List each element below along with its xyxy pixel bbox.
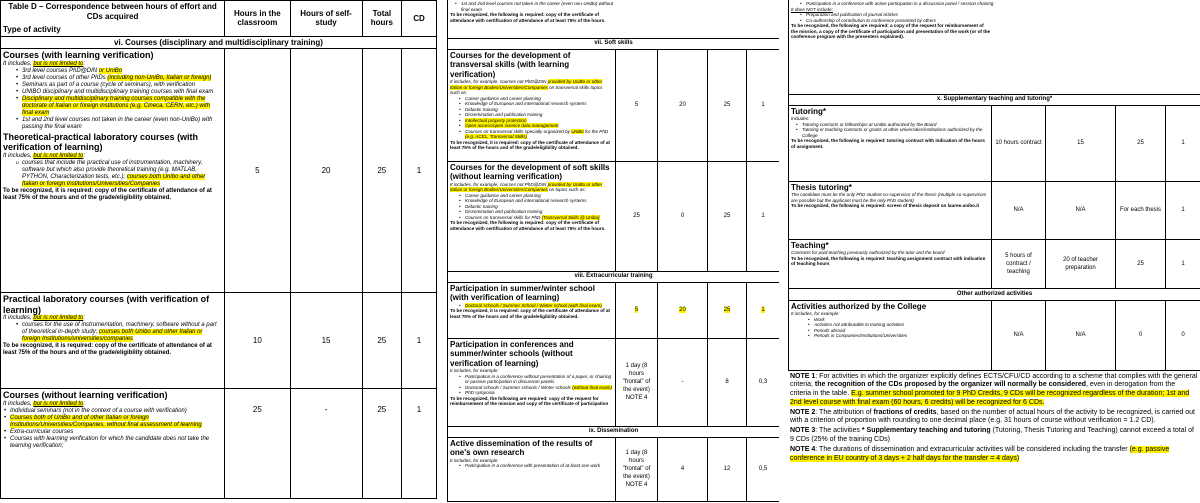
activity-teaching: Teaching* Contracts for paid teaching previously authorized by the tutor and the board To be recognized, the following is required: teaching assignment contract with indication of teaching hours xyxy=(789,239,992,288)
recognition-requirement: To be recognized, the following is required: tutoring contract with indication of the hours of assignment. xyxy=(791,138,985,149)
total-hours: 0 xyxy=(1116,300,1166,370)
total-hours: 25 xyxy=(362,49,401,293)
recognition-requirement: To be recognized, the following is required: screen of thesis deposit on lauree.unibo.it xyxy=(791,203,980,208)
activity-courses-with-verification: Courses (with learning verification) It includes, but is not limited to: • 3rd level courses PhD@DIN or UniBo • 3rd level courses of other PhDs (including non-UniBo, Italian or foreign) • Seminars as part of a course (cycle of seminars), with verification • UNIBO disciplinary and multidisciplinary training courses with final exam • Disciplinary and multidisciplinary training courses compatible with the doctorate of Italian or foreign institutions (e.g. Cineca, CERN, etc.) with final exam • 1st and 2nd level courses not taken in the career (even non-UniBo) with passing the final exam Theoretical-practical laboratory courses (with verification of learning) It includes, but is not limited to: o courses that include the practical use of instrumentation, machinery, software but which also provide theoretical training (e.g. MATLAB, PYTHON, Characterization tests, etc.); courses both Unibo and other Italian or foreign Institutions/Universities/Companies To be recognized, it is required: copy of the certificate of attendance of at least 75% of the hours and of the grade/eligibility obtained. xyxy=(1,49,225,293)
cd-value: 1 xyxy=(402,389,437,499)
hours-self-study: - xyxy=(658,338,708,426)
hours-classroom: 25 xyxy=(616,161,658,271)
cd-value: 1 xyxy=(747,49,780,161)
hours-self-study: - xyxy=(290,389,362,499)
activity-title: Practical laboratory courses (with verification of learning) xyxy=(3,294,210,315)
hours-self-study: N/A xyxy=(1046,181,1116,239)
activity-soft-skills: Courses for the development of soft skills (without learning verification) It includes, for example, courses not PhD@DIN provided by UniBo or other Italian or foreign Bodies/Universities/Companies on topics such as: • Career guidance and career planning • Knowledge of European and international research systems • Didactic training • Dissemination and publication training • Courses on transversal skills for PhD (Transversal Skills @ Unibo) To be recognized, the following is required: copy of the certificate of attendance with certification of attendance of at least 75% of the hours. xyxy=(448,161,616,271)
activity-title: Teaching* xyxy=(791,240,829,250)
activity-title: Courses (without learning verification) xyxy=(3,390,168,400)
hours-self-study: 15 xyxy=(290,293,362,389)
cd-value: 1 xyxy=(402,293,437,389)
section-vi-header: vi. Courses (disciplinary and multidisciplinary training) xyxy=(1,36,437,49)
activity-active-dissemination: Active dissemination of the results of one's own research It includes, for example: • Participation in a conference with presentation of at least one work xyxy=(448,437,616,501)
total-hours: 25 xyxy=(708,49,747,161)
cd-value: 1 xyxy=(747,282,780,338)
activity-title: Courses for the development of transversal skills (with learning verification) xyxy=(450,50,571,79)
hours-classroom: 5 xyxy=(225,49,290,293)
activity-tutoring: Tutoring* Includes: • Tutoring contracts or fellowships at UniBo authorized by the Board • Tutoring or teaching contracts or grants at other universities/institutions authorized by the College To be recognized, the following is required: tutoring contract with indication of the hours of assignment. xyxy=(789,105,992,181)
cd-value: 1 xyxy=(1166,181,1200,239)
total-hours: 25 xyxy=(708,282,747,338)
col-header-cd: CD xyxy=(402,1,437,37)
effort-table-part2: • 1st and 2nd level courses not taken in the career (even non-UniBo) without final exam To be recognized, the following is required: copy of the certificate of attendance with certification of attendance of at least 75% of the hours. vii. Soft skills Courses for the development of transversal skills (with learning verification) It includes, for example, courses not PhD@DIN provided by UniBo or other Italian or foreign Bodies/Universities/Companies on transversal skills topics such as: • Career guidance and career planning • Knowledge of European and international research systems • Didactic training • Dissemination and publication training • Intellectual property protection • Open access/open science data management • Courses on transversal skills specially organized by UniBo for the PhD (e.g. ACEL, Transversal Skills) To be recognized, it is required: copy of the certificate of attendance of at least 75% of the hours and of the grade/eligibility obtained. 5 20 25 1 Courses for the development of soft skills (without learning verification) It includes, for example, courses not PhD@DIN provided by UniBo or other Italian or foreign Bodies/Universities/Companies on topics such as: • Career guidance and career planning • Knowledge of European and international research systems • Didactic training • Dissemination and publication training • Courses on transversal skills for PhD (Transversal Skills @ Unibo) To be recognized, the following is required: copy of the certificate of attendance with certification of attendance of at least 75% of the hours. 25 0 25 1 viii. Extracurricular training Participation in summer/winter school (with verification of learning) • Doctoral schools / Summer School / Winter school (with final exam) To be recognized, it is required: copy of the certificate of attendance of at least 75% of the hours and of the grade/eligibility obtained. 5 20 25 1 Participation in conferences and summer/winter schools (without verification of learning) It includes, for example: • Participation in a conference without presentation of a paper, or chairing or passive participation in discussion panels • Doctoral schools / Summer schools / Winter schools (without final exam) • PhD symposia To be recognized, the following are required: copy of the request for reimbursement of the mission and copy of the certificate of participation 1 day (8 hours "frontal" of the event) NOTE 4 - 8 0,3 ix. Dissemination Active dissemination of the results of one's own research It includes, for example: • Participation in a conference with presentation of at least one work 1 day (8 hours "frontal" of the event) NOTE 4 4 12 0,5 xyxy=(447,0,779,502)
hours-classroom: 5 xyxy=(616,282,658,338)
hours-self-study: 20 xyxy=(290,49,362,293)
activity-conferences-unverified: Participation in conferences and summer/winter schools (without verification of learning) It includes, for example: • Participation in a conference without presentation of a paper, or chairing or passive participation in discussion panels • Doctoral schools / Summer schools / Winter schools (without final exam) • PhD symposia To be recognized, the following are required: copy of the request for reimbursement of the mission and copy of the certificate of participation xyxy=(448,338,616,426)
hours-classroom: 1 day (8 hours "frontal" of the event) NOTE 4 xyxy=(616,338,658,426)
note-3: NOTE 3: The activities * Supplementary teaching and tutoring (Tutoring, Thesis Tutoring and Teaching) cannot exceed a total of 9 CDs (25% of the training CDs) xyxy=(790,427,1194,444)
activity-title: Courses (with learning verification) xyxy=(3,50,154,60)
hours-self-study: 4 xyxy=(658,437,708,501)
recognition-requirement: To be recognized, the following is required: copy of the certificate of attendance with certification of attendance of at least 75% of the hours. xyxy=(450,220,606,231)
activity-title: Active dissemination of the results of one's own research xyxy=(450,438,593,457)
col-header-hours-self: Hours of self-study xyxy=(290,1,362,37)
activity-title: Thesis tutoring* xyxy=(791,182,852,192)
activity-item-list: • 3rd level courses PhD@DIN or UniBo • 3rd level courses of other PhDs (including non-UniBo, Italian or foreign) • Seminars as part of a course (cycle of seminars), with verification • UNIBO disciplinary and multidisciplinary training courses with final exam • Disciplinary and multidisciplinary training courses compatible with the doctorate of Italian or foreign institutions (e.g. Cineca, CERN, etc.) with final exam • 1st and 2nd level courses not taken in the career (even non-UniBo) with passing the final exam xyxy=(15,68,222,131)
recognition-requirement: To be recognized, it is required: copy of the certificate of attendance of at least 75% of the hours and of the grade/eligibility obtained. xyxy=(450,308,610,319)
hours-classroom: 25 xyxy=(225,389,290,499)
activity-title: Courses for the development of soft skills (without learning verification) xyxy=(450,162,610,181)
activity-title: Theoretical-practical laboratory courses (with verification of learning) xyxy=(3,131,199,152)
hours-classroom: N/A xyxy=(992,181,1046,239)
activity-title: Participation in summer/winter school (with verification of learning) xyxy=(450,283,595,302)
hours-self-study: N/A xyxy=(1046,300,1116,370)
activity-practical-lab: Practical laboratory courses (with verification of learning) It includes, but is not limited to: • courses for the use of instrumentation, machinery, software without a part of theoretical in-depth study; courses both Unibo and other Italian or foreign Institutions/universities/companies To be recognized, it is required: copy of the certificate of attendance of at least 75% of the hours and of the grade/eligibility obtained. xyxy=(1,293,225,389)
effort-table-part3: • Participation in a conference with active participation in a discussion panel / session chairing It does NOT include: • Preparation and publication of journal articles • Co-authorship of contribution to conference presented by others To be recognized, the following are required: a copy of the request for reimbursement of the mission, a copy of the certificate of participation and presentation of the work (or of the conference program with the presenters explained). x. Supplementary teaching and tutoring* Tutoring* Includes: • Tutoring contracts or fellowships at UniBo authorized by the Board • Tutoring or teaching contracts or grants at other universities/institutions authorized by the College To be recognized, the following is required: tutoring contract with indication of the hours of assignment. 10 hours contract 15 25 1 Thesis tutoring* The candidate must be the only PhD student co-supervisor of the thesis (multiple co-supervisors are possible but the applicant must be the only PhD student) To be recognized, the following is required: screen of thesis deposit on lauree.unibo.it N/A N/A For each thesis 1 Teaching* Contracts for paid teaching previously authorized by the tutor and the board To be recognized, the following is required: teaching assignment contract with indication of teaching hours 5 hours of contract / teaching 20 of teacher preparation 25 1 Other authorized activities Activities authorized by the College It includes, for example: • Work • Activities not attributable to training activities • Periods abroad • Periods in Companies/Institutions/Universities N/A N/A 0 0 xyxy=(788,0,1200,371)
recognition-requirement: To be recognized, the following are required: copy of the request for reimbursement of the mission and copy of the certificate of participation xyxy=(450,395,609,406)
section-vii-header: vii. Soft skills xyxy=(448,38,780,49)
table-title: Table D – Correspondence between hours of effort and CDs acquired xyxy=(8,2,217,21)
hours-classroom: 1 day (8 hours "frontal" of the event) NOTE 4 xyxy=(616,437,658,501)
hours-classroom: 5 xyxy=(616,49,658,161)
col-header-hours-classroom: Hours in the classroom xyxy=(225,1,290,37)
cd-value: 1 xyxy=(402,49,437,293)
hours-classroom: 10 hours contract xyxy=(992,105,1046,181)
effort-table-part1 xyxy=(0,0,437,499)
activity-title: Participation in conferences and summer/winter schools (without verification of learning) xyxy=(450,339,574,368)
cd-value: 0 xyxy=(1166,300,1200,370)
note-2: NOTE 2: The attribution of fractions of credits, based on the number of actual hours of the activity to be recognized, is carried out with a criterion of proportion with rounding to one decimal place (e.g. 31 hours of course without verification = 1.2 CD). xyxy=(790,408,1195,425)
hours-self-study: 0 xyxy=(658,161,708,271)
recognition-requirement: To be recognized, it is required: copy of the certificate of attendance of at least 75% of the hours and of the grade/eligibility obtained. xyxy=(3,343,212,356)
right-page xyxy=(788,0,1200,503)
section-ix-header: ix. Dissemination xyxy=(448,426,780,437)
notes-block xyxy=(788,371,1200,467)
activity-transversal-skills: Courses for the development of transversal skills (with learning verification) It includes, for example, courses not PhD@DIN provided by UniBo or other Italian or foreign Bodies/Universities/Companies on transversal skills topics such as: • Career guidance and career planning • Knowledge of European and international research systems • Didactic training • Dissemination and publication training • Intellectual property protection • Open access/open science data management • Courses on transversal skills specially organized by UniBo for the PhD (e.g. ACEL, Transversal Skills) To be recognized, it is required: copy of the certificate of attendance of at least 75% of the hours and of the grade/eligibility obtained. xyxy=(448,49,616,161)
total-hours: 25 xyxy=(708,161,747,271)
note-1: NOTE 1: For activities in which the organizer explicitly defines ECTS/CFU/CD according to a scheme that complies with the general criteria, the recognition of the CDs proposed by the organizer will normally be considered, even in derogation from the criteria in the table. E.g. summer school promoted for 9 PhD Credits, 9 CDs will be recognized regardless of the duration; 1st and 2nd level course with final exam (60 hours, 6 credits) will be recognized for 6 CDs. xyxy=(790,372,1198,406)
activity-thesis-tutoring: Thesis tutoring* The candidate must be the only PhD student co-supervisor of the thesis (multiple co-supervisors are possible but the applicant must be the only PhD student) To be recognized, the following is required: screen of thesis deposit on lauree.unibo.it xyxy=(789,181,992,239)
total-hours: 25 xyxy=(1116,239,1166,288)
total-hours: 25 xyxy=(362,389,401,499)
recognition-requirement: To be recognized, it is required: copy of the certificate of attendance of at least 75% of the hours and of the grade/eligibility obtained. xyxy=(3,187,212,201)
section-x-header: x. Supplementary teaching and tutoring* xyxy=(789,94,1200,105)
note-4: NOTE 4: The durations of dissemination and extracurricular activities will be considered including the transfer (e.g. passive conference in EU country of 3 days + 2 half days for the transfer = 4 days) xyxy=(790,445,1170,462)
activity-title: Activities authorized by the College xyxy=(791,301,927,311)
recognition-requirement: To be recognized, it is required: copy of the certificate of attendance of at least 75% of the hours and of the grade/eligibility obtained. xyxy=(450,139,610,150)
activity-summer-school-verified: Participation in summer/winter school (with verification of learning) • Doctoral schools / Summer School / Winter school (with final exam) To be recognized, it is required: copy of the certificate of attendance of at least 75% of the hours and of the grade/eligibility obtained. xyxy=(448,282,616,338)
hours-self-study: 20 xyxy=(658,282,708,338)
recognition-requirement: To be recognized, the following are required: a copy of the request for reimbursement of the mission, a copy of the certificate of participation and presentation of the work (or of the conference program with the presenters explained). xyxy=(791,23,991,39)
section-viii-header: viii. Extracurricular training xyxy=(448,271,780,282)
hours-classroom: 5 hours of contract / teaching xyxy=(992,239,1046,288)
recognition-requirement: To be recognized, the following is required: teaching assignment contract with indication of teaching hours xyxy=(791,255,986,266)
section-other-header: Other authorized activities xyxy=(789,288,1200,300)
total-hours: 12 xyxy=(708,437,747,501)
total-hours: 25 xyxy=(1116,105,1166,181)
hours-self-study: 15 xyxy=(1046,105,1116,181)
hours-self-study: 20 of teacher preparation xyxy=(1046,239,1116,288)
left-page xyxy=(0,0,437,503)
hours-self-study: 20 xyxy=(658,49,708,161)
col-header-total: Total hours xyxy=(362,1,401,37)
activity-authorized-by-college: Activities authorized by the College It includes, for example: • Work • Activities not attributable to training activities • Periods abroad • Periods in Companies/Institutions/Universities xyxy=(789,300,992,370)
cd-value: 0,3 xyxy=(747,338,780,426)
cd-value: 1 xyxy=(1166,239,1200,288)
cd-value: 1 xyxy=(747,161,780,271)
hours-classroom: 10 xyxy=(225,293,290,389)
cd-value: 0,5 xyxy=(747,437,780,501)
total-hours: 8 xyxy=(708,338,747,426)
col-header-type: Type of activity xyxy=(3,25,61,34)
total-hours: 25 xyxy=(362,293,401,389)
recognition-requirement: To be recognized, the following is required: copy of the certificate of attendance with certification of attendance of at least 75% of the hours. xyxy=(450,12,606,23)
middle-page xyxy=(447,0,779,503)
activity-title: Tutoring* xyxy=(791,106,826,116)
cd-value: 1 xyxy=(1166,105,1200,181)
activity-courses-without-verification: Courses (without learning verification) It includes, but is not limited to: • Individual seminars (not in the context of a course with verification) • Courses both of UniBo and of other Italian or foreign Institutions/Universities/Companies, without final assessment of learning • Extra-curricular courses • Courses with learning verification for which the candidate does not take the learning verification; xyxy=(1,389,225,499)
total-hours: For each thesis xyxy=(1116,181,1166,239)
hours-classroom: N/A xyxy=(992,300,1046,370)
